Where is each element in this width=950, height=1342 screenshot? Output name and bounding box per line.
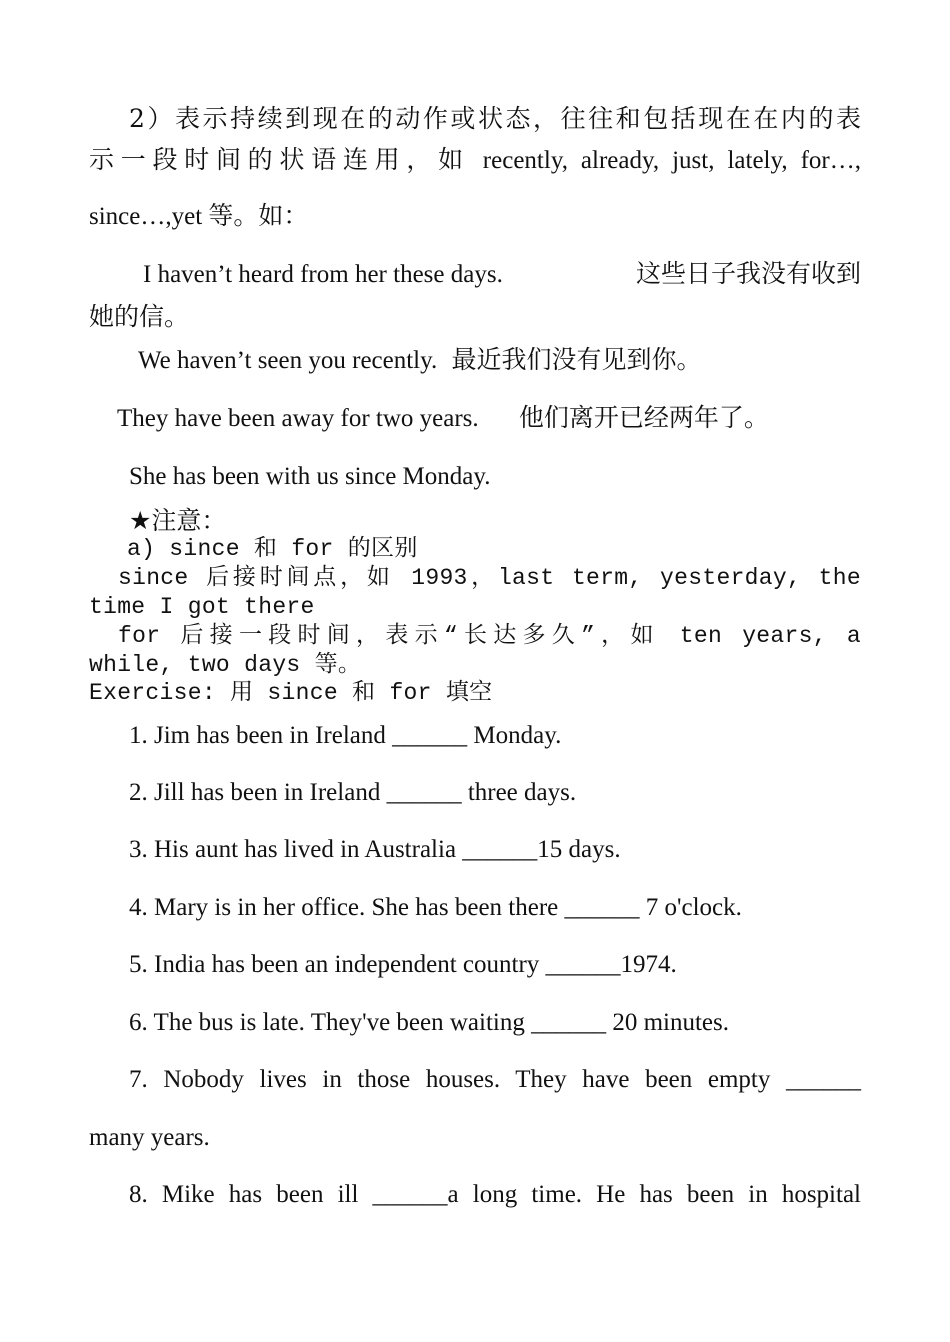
star-icon: ★ xyxy=(129,506,152,535)
exercise-item-7: 7. Nobody lives in those houses. They have been empty ______ xyxy=(129,1066,861,1093)
note-title: 注意： xyxy=(151,508,227,535)
note-heading xyxy=(129,506,861,537)
example-1-english: I haven’t heard from her these days. xyxy=(143,261,503,288)
paragraph-2-line-1: 2）表示持续到现在的动作或状态，往往和包括现在在内的表 xyxy=(129,104,861,133)
example-3-chinese: 他们离开已经两年了。 xyxy=(518,405,769,432)
since-rule-line-2: time I got there xyxy=(89,594,315,620)
example-2-english: We haven’t seen you recently. xyxy=(138,347,438,374)
example-1-row xyxy=(143,260,861,290)
paragraph-2-line-2: 示一段时间的状语连用，如 recently, already, just, lately, for…, xyxy=(89,147,861,174)
example-1-chinese: 这些日子我没有收到 xyxy=(635,261,861,288)
note-sub-a: a) since 和 for 的区别 xyxy=(127,536,418,562)
exercise-item-7-continuation: many years. xyxy=(89,1124,210,1151)
example-1-continuation: 她的信。 xyxy=(89,304,190,331)
example-4-row: She has been with us since Monday. xyxy=(129,463,491,490)
exercise-item-2: 2. Jill has been in Ireland ______ three days. xyxy=(129,779,577,806)
example-2-row xyxy=(138,346,861,376)
exercise-item-4: 4. Mary is in her office. She has been there ______ 7 o'clock. xyxy=(129,894,742,921)
example-3-row xyxy=(117,404,861,434)
exercise-item-8: 8. Mike has been ill ______a long time. He has been in hospital xyxy=(129,1181,861,1208)
for-rule-line-1: for 后接一段时间，表示“长达多久”，如 ten years, a xyxy=(118,623,861,649)
for-rule-line-2: while, two days 等。 xyxy=(89,652,362,678)
exercise-heading: Exercise: 用 since 和 for 填空 xyxy=(89,680,493,706)
paragraph-2-line-3: since…,yet 等。如： xyxy=(89,203,309,230)
exercise-item-5: 5. India has been an independent country ______1974. xyxy=(129,951,677,978)
example-2-chinese: 最近我们没有见到你。 xyxy=(451,347,702,374)
exercise-item-6: 6. The bus is late. They've been waiting ______ 20 minutes. xyxy=(129,1009,730,1036)
since-rule-line-1: since 后接时间点，如 1993，last term, yesterday, the xyxy=(118,565,861,591)
example-3-english: They have been away for two years. xyxy=(117,405,479,432)
exercise-item-3: 3. His aunt has lived in Australia ______15 days. xyxy=(129,836,621,863)
exercise-item-1: 1. Jim has been in Ireland ______ Monday. xyxy=(129,722,562,749)
